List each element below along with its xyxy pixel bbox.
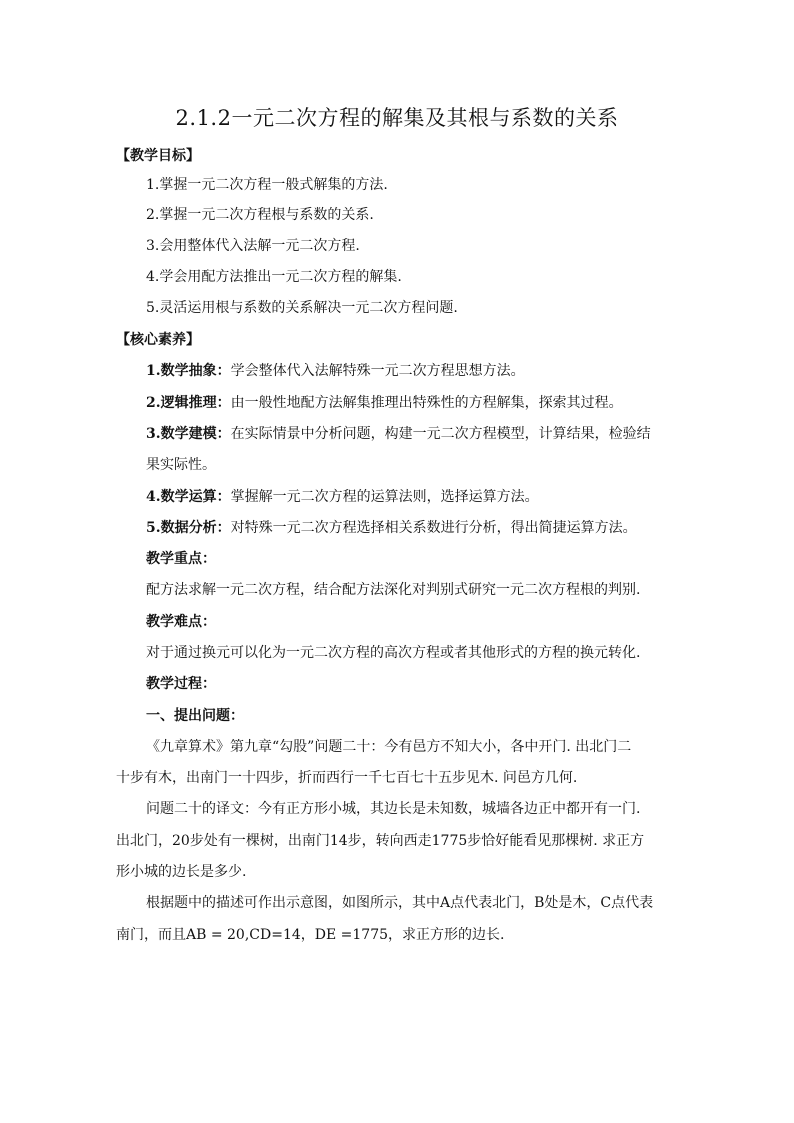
goal-item: 3.会用整体代入法解一元二次方程.: [146, 238, 360, 254]
literacy-item-label: 5.数据分析：: [146, 520, 231, 536]
literacy-item-label: 2.逻辑推理：: [146, 395, 231, 411]
key-points-label: 教学重点：: [146, 551, 216, 567]
paragraph-line: 问题二十的译文：今有正方形小城，其边长是未知数，城墙各边正中都开有一门.: [146, 801, 641, 817]
paragraph-line: 形小城的边长是多少.: [116, 864, 247, 880]
paragraph-line: 《九章算术》第九章“勾股”问题二十：今有邑方不知大小，各中开门. 出北门二: [146, 739, 632, 755]
difficulties-label: 教学难点：: [146, 614, 216, 630]
literacy-item-text: 在实际情景中分析问题，构建一元二次方程模型，计算结果，检验结: [230, 426, 651, 442]
literacy-item-label: 1.数学抽象：: [146, 363, 231, 379]
literacy-item-label: 3.数学建模：: [146, 426, 231, 442]
literacy-item: [146, 361, 525, 381]
section-heading: 一、提出问题：: [146, 708, 244, 724]
paragraph-line: 南门，而且AB = 20,CD=14，DE =1775，求正方形的边长.: [116, 927, 505, 943]
paragraph-line: 十步有木，出南门一十四步，折而西行一千七百七十五步见木. 问邑方几何.: [116, 770, 578, 786]
literacy-item-text: 掌握解一元二次方程的运算法则，选择运算方法。: [230, 489, 539, 505]
goal-item: 2.掌握一元二次方程根与系数的关系.: [146, 207, 374, 223]
process-label: 教学过程：: [146, 676, 216, 692]
literacy-item: [146, 487, 539, 507]
goal-item: 4.学会用配方法推出一元二次方程的解集.: [146, 269, 402, 285]
goal-item: 1.掌握一元二次方程一般式解集的方法.: [146, 177, 388, 193]
literacy-item: [146, 393, 623, 413]
goal-item: 5.灵活运用根与系数的关系解决一元二次方程问题.: [146, 300, 458, 316]
teaching-goals-heading: 【教学目标】: [116, 148, 200, 164]
difficulties-text: 对于通过换元可以化为一元二次方程的高次方程或者其他形式的方程的换元转化.: [146, 645, 641, 661]
literacy-item: [146, 518, 637, 538]
core-literacy-heading: 【核心素养】: [116, 332, 200, 348]
literacy-item-label: 4.数学运算：: [146, 489, 231, 505]
literacy-item: [146, 424, 651, 444]
literacy-item-continuation: 果实际性。: [146, 457, 216, 473]
page-title: 2.1.2一元二次方程的解集及其根与系数的关系: [175, 106, 619, 130]
paragraph-line: 出北门，20步处有一棵树，出南门14步，转向西走1775步恰好能看见那棵树. 求正方: [116, 833, 645, 849]
literacy-item-text: 对特殊一元二次方程选择相关系数进行分析，得出简捷运算方法。: [230, 520, 637, 536]
literacy-item-text: 由一般性地配方法解集推理出特殊性的方程解集，探索其过程。: [230, 395, 623, 411]
literacy-item-text: 学会整体代入法解特殊一元二次方程思想方法。: [230, 363, 525, 379]
paragraph-line: 根据题中的描述可作出示意图，如图所示，其中A点代表北门，B处是木，C点代表: [146, 895, 654, 911]
key-points-text: 配方法求解一元二次方程，结合配方法深化对判别式研究一元二次方程根的判别.: [146, 582, 641, 598]
